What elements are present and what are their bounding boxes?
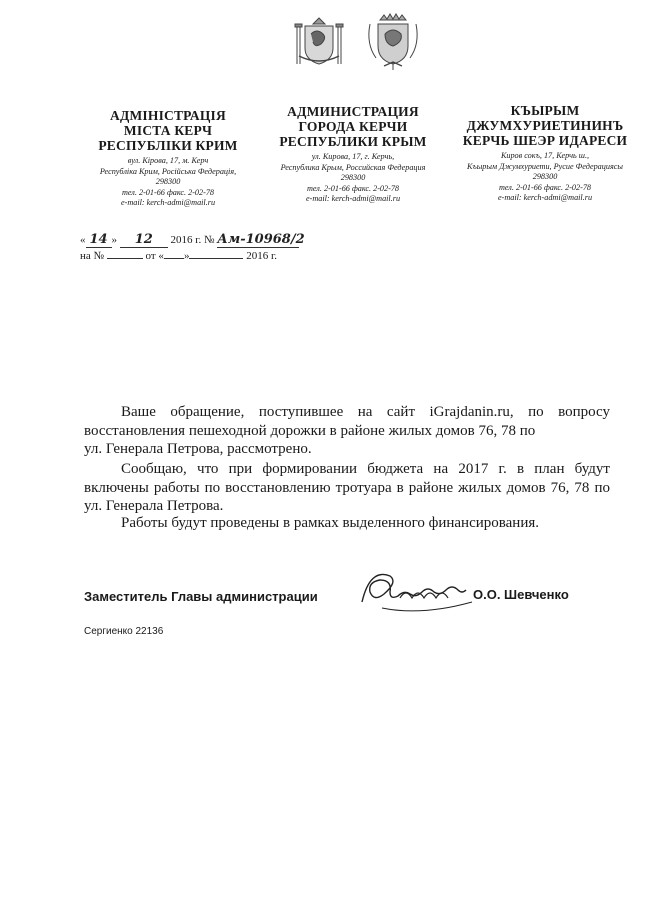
header-ua-address: вул. Кірова, 17, м. Керч	[127, 156, 209, 165]
header-ru	[264, 104, 442, 205]
header-ru-title-1: АДМИНИСТРАЦИЯ	[287, 104, 419, 119]
header-ru-title-3: РЕСПУБЛИКИ КРЫМ	[279, 134, 427, 149]
body-paragraph-2: Сообщаю, что при формировании бюджета на 2017 г. в план будут включены работы по восстановлению тротуара в районе жилых домов 76, 78 по ул. Генерала Петрова.	[84, 461, 610, 514]
reg-ref-label: на №	[80, 250, 105, 262]
header-ru-address: ул. Кирова, 17, г. Керчь,	[311, 152, 395, 161]
reg-date-month: 12	[120, 232, 168, 248]
registration-line-2	[80, 250, 277, 262]
body-p1-line-1: Ваше обращение, поступившее на сайт iGrajdanin.ru, по вопросу	[121, 404, 610, 420]
header-ua-title-3: РЕСПУБЛІКИ КРИМ	[98, 138, 238, 153]
header-crh-phone: тел. 2-01-66 факс. 2-02-78	[498, 182, 592, 192]
header-ru-title-2: ГОРОДА КЕРЧИ	[298, 119, 408, 134]
reg-ref-from-label: от «	[145, 250, 164, 262]
header-ua-title-2: МІСТА КЕРЧ	[123, 123, 213, 138]
body-paragraph-1	[84, 403, 610, 459]
header-ua-title-1: АДМІНІСТРАЦІЯ	[110, 108, 226, 123]
reg-outgoing-number: Ам-10968/2	[217, 232, 305, 247]
kerch-coat-of-arms-icon	[364, 12, 422, 72]
reg-ref-year: 2016 г.	[246, 250, 277, 262]
handwritten-signature-icon	[340, 562, 490, 618]
header-ru-email: e-mail: kerch-admi@mail.ru	[305, 194, 401, 203]
header-crh-title-1: КЪЫРЫМ	[510, 103, 580, 118]
header-ru-zip: 298300	[340, 173, 366, 182]
header-ru-country: Республика Крым, Российская Федерация	[280, 162, 426, 172]
executor-info: Сергиенко 22136	[84, 626, 164, 637]
header-crh-zip: 298300	[532, 172, 558, 181]
header-crh-title-3: КЕРЧЬ ШЕЭР ИДАРЕСИ	[462, 133, 628, 148]
signatory-title: Заместитель Главы администрации	[84, 589, 318, 604]
registration-line-1	[80, 232, 305, 248]
reg-open-quote: «	[80, 234, 86, 246]
reg-ref-month-blank	[189, 258, 243, 259]
header-crh	[452, 103, 638, 204]
body-paragraph-3: Работы будут проведены в рамках выделенного финансирования.	[121, 515, 540, 531]
header-ua-phone: тел. 2-01-66 факс. 2-02-78	[121, 187, 215, 197]
reg-ref-number-blank	[107, 258, 143, 259]
header-crh-title-2: ДЖУМХУРИЕТИНИНЪ	[466, 118, 624, 133]
reg-ref-day-blank	[164, 258, 184, 259]
header-ru-phone: тел. 2-01-66 факс. 2-02-78	[306, 183, 400, 193]
header-ua-country: Республіка Крим, Російська Федерація,	[99, 166, 237, 176]
header-crh-address: Киров сокъ, 17, Керчь ш.,	[500, 151, 590, 160]
reg-ref-close-quote: »	[183, 250, 190, 262]
body-p1-line-2: восстановления пешеходной дорожки в районе жилых домов 76, 78 по	[84, 422, 536, 439]
body-p1-line-3: ул. Генерала Петрова, рассмотрено.	[84, 441, 312, 457]
crimea-coat-of-arms-icon	[289, 14, 349, 70]
reg-date-day: 14	[86, 232, 112, 248]
header-ua-email: e-mail: kerch-admi@mail.ru	[120, 198, 216, 207]
signatory-name: О.О. Шевченко	[473, 587, 569, 602]
header-ua-zip: 298300	[155, 177, 181, 186]
header-crh-email: e-mail: kerch-admi@mail.ru	[497, 193, 593, 202]
reg-close-quote: »	[111, 234, 117, 246]
reg-year-label: 2016 г. №	[170, 234, 215, 246]
header-ua	[80, 108, 256, 209]
header-crh-country: Къырым Джумхуриети, Русие Федерациясы	[467, 161, 623, 171]
